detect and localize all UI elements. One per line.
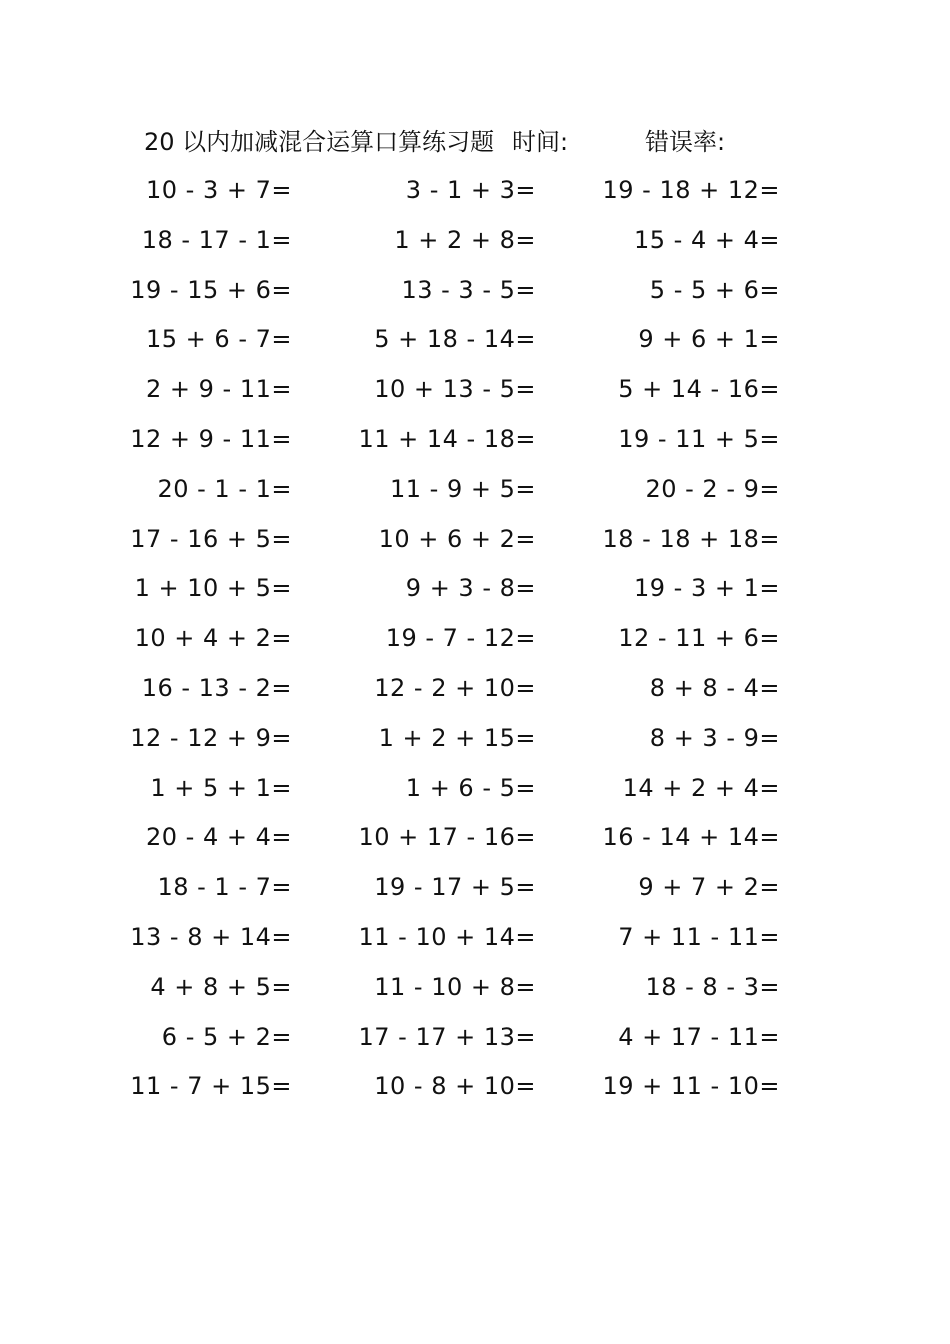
problem-item: 1 + 2 + 15= xyxy=(378,723,536,752)
problem-row xyxy=(0,1013,950,1063)
problem-item: 10 + 4 + 2= xyxy=(134,624,292,653)
problem-item: 19 - 7 - 12= xyxy=(385,624,536,653)
problem-item: 4 + 8 + 5= xyxy=(150,972,292,1001)
problem-row xyxy=(0,664,950,714)
problem-row xyxy=(0,714,950,764)
problem-item: 15 + 6 - 7= xyxy=(146,325,292,354)
problem-item: 17 - 17 + 13= xyxy=(358,1022,536,1051)
problem-row xyxy=(0,166,950,216)
worksheet-header xyxy=(0,124,950,160)
problem-item: 18 - 8 - 3= xyxy=(645,972,780,1001)
problem-item: 9 + 6 + 1= xyxy=(638,325,780,354)
problem-row xyxy=(0,913,950,963)
problem-row xyxy=(0,764,950,814)
problem-item: 19 - 11 + 5= xyxy=(618,424,780,453)
problem-item: 13 - 3 - 5= xyxy=(401,275,536,304)
problem-item: 14 + 2 + 4= xyxy=(622,773,780,802)
problem-item: 10 - 8 + 10= xyxy=(374,1072,536,1101)
error-rate-label: 错误率: xyxy=(645,128,726,156)
problem-item: 9 + 3 - 8= xyxy=(405,574,536,603)
problem-row xyxy=(0,216,950,266)
problem-item: 16 - 13 - 2= xyxy=(141,673,292,702)
problem-row xyxy=(0,963,950,1013)
problem-item: 5 + 14 - 16= xyxy=(618,375,780,404)
problem-item: 11 - 9 + 5= xyxy=(390,474,536,503)
problem-row xyxy=(0,813,950,863)
problem-item: 11 - 10 + 8= xyxy=(374,972,536,1001)
problem-item: 19 - 15 + 6= xyxy=(130,275,292,304)
problem-row xyxy=(0,465,950,515)
problem-item: 7 + 11 - 11= xyxy=(618,922,780,951)
problem-item: 5 + 18 - 14= xyxy=(374,325,536,354)
problem-row xyxy=(0,365,950,415)
problem-item: 16 - 14 + 14= xyxy=(602,823,780,852)
problem-row xyxy=(0,863,950,913)
problem-row xyxy=(0,614,950,664)
problem-item: 1 + 2 + 8= xyxy=(394,225,536,254)
problem-item: 2 + 9 - 11= xyxy=(146,375,292,404)
problem-item: 20 - 2 - 9= xyxy=(645,474,780,503)
problem-row xyxy=(0,266,950,316)
problem-item: 15 - 4 + 4= xyxy=(634,225,780,254)
problem-item: 19 - 18 + 12= xyxy=(602,176,780,204)
problem-row xyxy=(0,515,950,565)
problem-item: 9 + 7 + 2= xyxy=(638,873,780,902)
problem-item: 1 + 10 + 5= xyxy=(134,574,292,603)
problem-item: 19 - 3 + 1= xyxy=(634,574,780,603)
problem-item: 6 - 5 + 2= xyxy=(161,1022,292,1051)
problem-item: 10 - 3 + 7= xyxy=(146,176,292,204)
problem-row xyxy=(0,315,950,365)
problem-item: 18 - 18 + 18= xyxy=(602,524,780,553)
problem-item: 5 - 5 + 6= xyxy=(649,275,780,304)
problem-grid xyxy=(0,166,950,1112)
problem-item: 19 + 11 - 10= xyxy=(602,1072,780,1101)
problem-item: 12 + 9 - 11= xyxy=(130,424,292,453)
worksheet-title: 20 以内加减混合运算口算练习题 xyxy=(144,128,495,156)
problem-item: 11 + 14 - 18= xyxy=(358,424,536,453)
problem-row xyxy=(0,1062,950,1112)
problem-item: 12 - 2 + 10= xyxy=(374,673,536,702)
problem-item: 3 - 1 + 3= xyxy=(405,176,536,204)
problem-item: 8 + 3 - 9= xyxy=(649,723,780,752)
problem-row xyxy=(0,564,950,614)
problem-item: 12 - 11 + 6= xyxy=(618,624,780,653)
problem-item: 11 - 10 + 14= xyxy=(358,922,536,951)
problem-item: 1 + 6 - 5= xyxy=(405,773,536,802)
problem-item: 19 - 17 + 5= xyxy=(374,873,536,902)
problem-item: 8 + 8 - 4= xyxy=(649,673,780,702)
problem-item: 11 - 7 + 15= xyxy=(130,1072,292,1101)
problem-item: 12 - 12 + 9= xyxy=(130,723,292,752)
problem-item: 1 + 5 + 1= xyxy=(150,773,292,802)
problem-item: 10 + 13 - 5= xyxy=(374,375,536,404)
problem-item: 13 - 8 + 14= xyxy=(130,922,292,951)
problem-item: 18 - 1 - 7= xyxy=(157,873,292,902)
problem-item: 4 + 17 - 11= xyxy=(618,1022,780,1051)
problem-item: 20 - 4 + 4= xyxy=(146,823,292,852)
problem-item: 20 - 1 - 1= xyxy=(157,474,292,503)
problem-item: 10 + 6 + 2= xyxy=(378,524,536,553)
problem-item: 18 - 17 - 1= xyxy=(141,225,292,254)
problem-item: 10 + 17 - 16= xyxy=(358,823,536,852)
problem-item: 17 - 16 + 5= xyxy=(130,524,292,553)
problem-row xyxy=(0,415,950,465)
time-label: 时间: xyxy=(512,128,569,156)
